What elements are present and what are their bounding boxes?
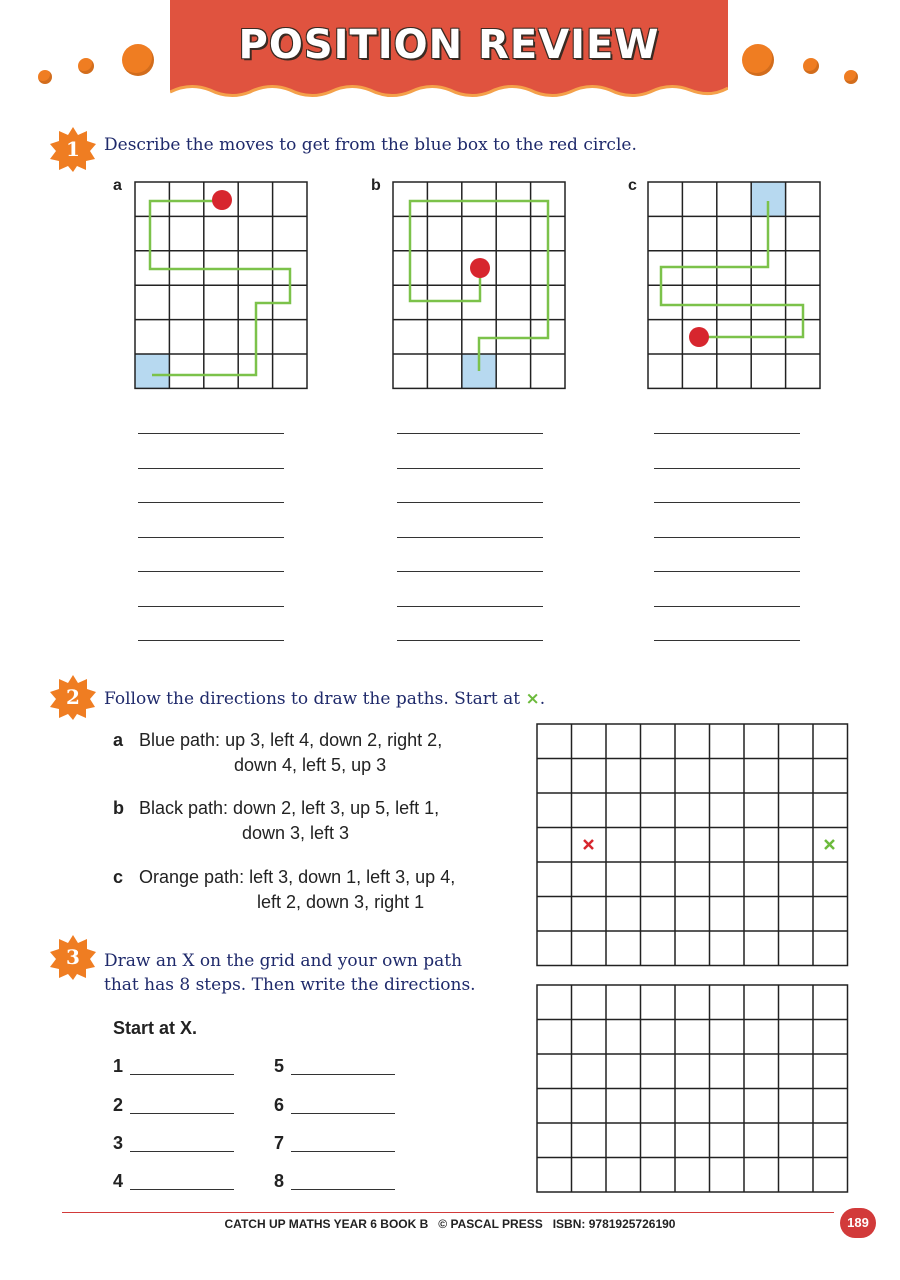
- q2-item-c-letter: c: [113, 867, 124, 887]
- grid-a: [134, 181, 310, 391]
- step-2-line[interactable]: [130, 1113, 234, 1114]
- question-2-text-end: .: [539, 689, 546, 709]
- blue-box: [135, 354, 169, 388]
- q2-item-a-line2: down 4, left 5, up 3: [234, 755, 387, 775]
- grid-c-label: c: [628, 177, 637, 194]
- step-6-number: 6: [274, 1095, 285, 1115]
- answer-line[interactable]: [397, 502, 543, 503]
- answer-line[interactable]: [138, 433, 284, 434]
- step-1-line[interactable]: [130, 1074, 234, 1075]
- question-3-text-line1: Draw an X on the grid and your own path: [104, 951, 463, 971]
- step-8-line[interactable]: [291, 1189, 395, 1190]
- answer-line[interactable]: [138, 571, 284, 572]
- step-5-number: 5: [274, 1056, 285, 1076]
- q2-item-c-line1: Orange path: left 3, down 1, left 3, up 4,: [139, 867, 456, 887]
- answer-line[interactable]: [397, 537, 543, 538]
- step-3-number: 3: [113, 1133, 124, 1153]
- q2-item-b-line2: down 3, left 3: [242, 823, 350, 843]
- page-title: POSITION REVIEW: [238, 22, 660, 68]
- step-4-number: 4: [113, 1171, 124, 1191]
- question-1-text: Describe the moves to get from the blue box to the red circle.: [104, 135, 637, 155]
- green-x-marker: ×: [525, 689, 540, 709]
- step-3-line[interactable]: [130, 1151, 234, 1152]
- q3-grid[interactable]: [536, 984, 850, 1195]
- step-2-number: 2: [113, 1095, 124, 1115]
- answer-line[interactable]: [397, 571, 543, 572]
- question-3-text-line2: that has 8 steps. Then write the directions.: [104, 975, 476, 995]
- footer-text: CATCH UP MATHS YEAR 6 BOOK B © PASCAL PRESS ISBN: 9781925726190: [224, 1217, 676, 1231]
- answer-line[interactable]: [138, 537, 284, 538]
- grid-c: [647, 181, 823, 391]
- q2-item-b-line1: Black path: down 2, left 3, up 5, left 1,: [139, 798, 440, 818]
- page-number: 189: [840, 1208, 876, 1238]
- answer-line[interactable]: [397, 468, 543, 469]
- answer-line[interactable]: [138, 606, 284, 607]
- answer-line[interactable]: [138, 640, 284, 641]
- red-circle: [470, 258, 490, 278]
- decorative-dot: [742, 44, 774, 76]
- step-6-line[interactable]: [291, 1113, 395, 1114]
- grid-b: [392, 181, 568, 391]
- answer-line[interactable]: [397, 433, 543, 434]
- answer-line[interactable]: [138, 502, 284, 503]
- step-4-line[interactable]: [130, 1189, 234, 1190]
- question-3-number: 3: [66, 945, 80, 969]
- step-8-number: 8: [274, 1171, 285, 1191]
- red-circle: [212, 190, 232, 210]
- green-path: [150, 201, 290, 375]
- q2-grid[interactable]: [536, 723, 850, 967]
- decorative-dot: [78, 58, 94, 74]
- red-circle: [689, 327, 709, 347]
- grid-b-label: b: [371, 177, 381, 194]
- question-2-number: 2: [66, 685, 80, 709]
- answer-line[interactable]: [654, 640, 800, 641]
- answer-line[interactable]: [397, 640, 543, 641]
- start-label: Start at X.: [113, 1018, 198, 1038]
- q2-item-c-line2: left 2, down 3, right 1: [257, 892, 425, 912]
- red-x-marker: [584, 840, 593, 849]
- decorative-dot: [844, 70, 858, 84]
- question-2-text-main: Follow the directions to draw the paths. Start at: [104, 689, 526, 709]
- step-1-number: 1: [113, 1056, 124, 1076]
- answer-line[interactable]: [654, 468, 800, 469]
- decorative-dot: [803, 58, 819, 74]
- decorative-dot: [38, 70, 52, 84]
- step-5-line[interactable]: [291, 1074, 395, 1075]
- answer-line[interactable]: [654, 502, 800, 503]
- answer-line[interactable]: [654, 433, 800, 434]
- question-2-text: [104, 689, 545, 709]
- answer-line[interactable]: [654, 571, 800, 572]
- answer-line[interactable]: [654, 606, 800, 607]
- decorative-dot: [122, 44, 154, 76]
- q2-item-a-line1: Blue path: up 3, left 4, down 2, right 2,: [139, 730, 443, 750]
- step-7-number: 7: [274, 1133, 285, 1153]
- footer-rule: [62, 1212, 834, 1213]
- answer-line[interactable]: [397, 606, 543, 607]
- q2-item-a-letter: a: [113, 730, 124, 750]
- green-path: [410, 201, 548, 371]
- answer-line[interactable]: [654, 537, 800, 538]
- step-7-line[interactable]: [291, 1151, 395, 1152]
- answer-line[interactable]: [138, 468, 284, 469]
- q2-item-b-letter: b: [113, 798, 124, 818]
- question-1-number: 1: [66, 137, 80, 161]
- grid-a-label: a: [113, 177, 122, 194]
- green-x-marker: [825, 840, 834, 849]
